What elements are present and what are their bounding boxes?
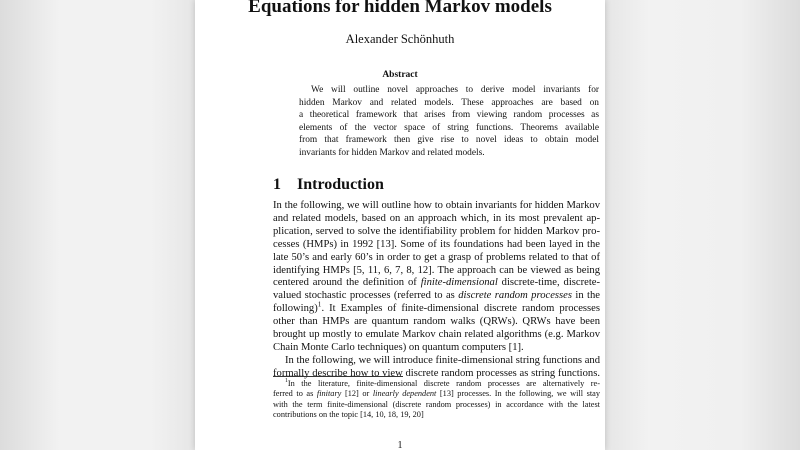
section-title: Introduction	[297, 176, 384, 193]
body-line: Chain Monte Carlo techniques) on quantum computers [1].	[273, 341, 524, 353]
body-text: valued stochastic processes (referred to as	[273, 290, 455, 302]
abstract-line: hidden Markov and related models. These approaches are based on	[299, 97, 599, 108]
footnote-line: contributions on the topic [14, 10, 18, 19, 20]	[273, 410, 424, 420]
abstract-heading: Abstract	[382, 70, 418, 80]
body-line: other than HMPs are quantum random walks (QRWs). QRWs have been	[273, 316, 600, 328]
author-name: Alexander Schönhuth	[345, 32, 455, 46]
body-line: formally describe how to view discrete random processes as string functions.	[273, 367, 600, 379]
abstract-body	[299, 84, 599, 159]
body-text: following)	[273, 303, 318, 315]
body-line: late 50’s and early 60’s in order to get a grasp of problems related to that of	[273, 251, 600, 263]
footnote-line	[273, 379, 600, 389]
footnote-line	[273, 389, 600, 399]
section-number: 1	[273, 176, 281, 193]
footnote-marker: 1	[317, 299, 322, 309]
footnote-text: In the literature, finite-dimensional discrete random processes are alternatively re-	[287, 379, 600, 388]
introduction-body	[273, 200, 600, 381]
abstract-line: invariants for hidden Markov and related models.	[299, 147, 485, 158]
body-text: in the	[571, 290, 600, 302]
page-number: 1	[397, 440, 403, 450]
footnote-text: ferred to as	[273, 389, 317, 399]
body-line: and related models, based on an approach which, in its most prevalent ap-	[273, 212, 600, 224]
footnote-text: [12] or	[341, 389, 373, 399]
body-line: identifying HMPs [5, 11, 6, 7, 8, 12]. The approach can be viewed as being	[273, 264, 600, 276]
footnote-rule	[273, 376, 403, 377]
body-text: . It Examples of finite-dimensional discrete random processes	[321, 303, 600, 315]
body-line	[273, 277, 600, 290]
body-line: plication, served to solve the identifiability problem for hidden Markov pro-	[273, 225, 600, 237]
italic-term: finite-dimensional	[420, 277, 498, 289]
body-text: centered around the definition of	[273, 277, 417, 289]
footnote-line: with the term finite-dimensional (discrete random processes) in accordance with the latest	[273, 399, 600, 409]
abstract-line: We will outline novel approaches to derive model invariants for	[311, 85, 599, 95]
body-text: discrete-time, discrete-	[497, 277, 600, 289]
abstract-line: from that framework then give rise to novel ideas to obtain model	[299, 135, 599, 145]
italic-term: linearly dependent	[372, 389, 437, 399]
body-line: In the following, we will outline how to obtain invariants for hidden Markov	[273, 200, 600, 211]
body-line: cesses (HMPs) in 1992 [13]. Some of its foundations had been layed in the	[273, 238, 600, 250]
paper-page	[195, 0, 605, 450]
footnote-text: [13] processes. In the following, we will stay	[436, 389, 600, 399]
body-line	[273, 299, 600, 316]
body-line: In the following, we will introduce finite-dimensional string functions and	[285, 354, 600, 366]
italic-term: discrete random processes	[458, 290, 572, 302]
footnote-number: 1	[285, 378, 288, 385]
paper-title: Equations for hidden Markov models	[248, 0, 552, 17]
section-heading	[273, 175, 384, 195]
abstract-line: elements of the vector space of string functions. Theorems available	[299, 122, 599, 133]
abstract-line: a theoretical framework that arises from viewing random processes as	[299, 110, 599, 120]
italic-term: finitary	[316, 389, 342, 399]
body-line	[273, 290, 600, 303]
footnote	[273, 379, 600, 421]
body-line: brought up mostly to emulate Markov chain related algorithms (e.g. Markov	[273, 329, 600, 341]
